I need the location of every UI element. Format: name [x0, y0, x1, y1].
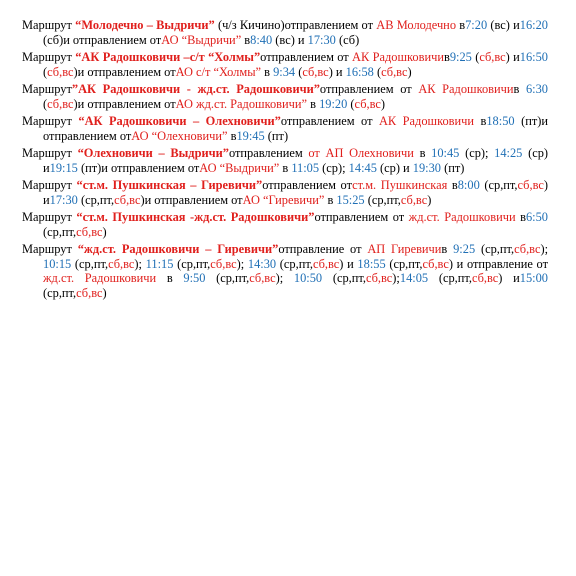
departure-time: 16:50 — [519, 50, 549, 64]
schedule-text: (ср,пт, — [43, 224, 77, 239]
stop-name: сб,вс — [302, 64, 329, 79]
route-title: “Молодечно – Выдричи” — [75, 18, 215, 32]
stop-name: сб,вс — [354, 96, 381, 111]
schedule-text: отправлением от — [319, 82, 419, 96]
schedule-text: Маршрут — [22, 146, 78, 160]
schedule-text: (ср,пт, — [276, 256, 313, 271]
departure-time: 9:25 — [449, 50, 472, 64]
schedule-text: ); — [275, 271, 294, 285]
schedule-text: (сб)и отправлением от — [43, 32, 162, 47]
schedule-text: (пт) — [264, 128, 289, 143]
schedule-text: ); — [236, 256, 248, 271]
schedule-text: в — [241, 32, 251, 47]
schedule-text: Маршрут — [22, 178, 77, 192]
schedule-text: Маршрут — [22, 242, 78, 256]
departure-time: 16:20 — [519, 18, 549, 32]
schedule-text: в — [227, 128, 237, 143]
stop-name: АК Радошковичи — [418, 82, 514, 96]
departure-time: 19:45 — [236, 128, 265, 143]
stop-name: сб,вс — [400, 192, 428, 207]
route-title: “АК Радошковичи – Олехновичи” — [78, 114, 281, 128]
schedule-text: ) и отправление от — [448, 256, 549, 271]
departure-time: 14:05 — [399, 271, 429, 285]
departure-time: 19:20 — [319, 96, 348, 111]
schedule-text: в — [156, 271, 184, 285]
departure-time: 10:15 — [43, 256, 72, 271]
departure-time: 9:34 — [273, 64, 296, 79]
departure-time: 10:45 — [431, 146, 460, 160]
schedule-text: в — [515, 210, 526, 224]
schedule-text: в — [261, 64, 274, 79]
schedule-text: (ср) и — [376, 160, 413, 175]
stop-name: сб,вс — [422, 256, 449, 271]
route-title: “жд.ст. Радошковичи – Гиревичи” — [77, 242, 279, 256]
stop-name: АО “Выдричи” — [161, 32, 242, 47]
schedule-text: ); — [392, 271, 400, 285]
schedule-text: ( — [43, 96, 48, 111]
schedule-text: в — [456, 18, 466, 32]
stop-name: сб,вс — [312, 256, 340, 271]
route-entry — [22, 18, 548, 47]
schedule-text: в — [443, 50, 450, 64]
schedule-text: в — [441, 242, 454, 256]
departure-time: 11:05 — [291, 160, 320, 175]
schedule-text: в — [279, 160, 292, 175]
schedule-text: Маршрут — [22, 50, 76, 64]
departure-time: 9:25 — [453, 242, 476, 256]
route-schedule-document — [22, 18, 548, 303]
stop-name: жд.ст. Радошковичи — [408, 210, 516, 224]
route-entry — [22, 114, 548, 143]
departure-time: 8:00 — [457, 178, 480, 192]
stop-name: сб,вс — [210, 256, 237, 271]
departure-time: 19:15 — [49, 160, 78, 175]
departure-time: 19:30 — [412, 160, 442, 175]
route-entry — [22, 146, 548, 175]
schedule-text: )и отправлением от — [140, 192, 243, 207]
schedule-text: ) — [407, 64, 412, 79]
departure-time: 6:30 — [525, 82, 548, 96]
stop-name: АО “Гиревичи” — [242, 192, 325, 207]
schedule-text: Маршрут — [22, 210, 77, 224]
route-title: “ст.м. Пушкинская -жд.ст. Радошковичи” — [76, 210, 315, 224]
stop-name: АО “Выдричи” — [199, 160, 280, 175]
stop-name: сб,вс — [76, 224, 103, 239]
stop-name: АВ Молодечно — [376, 18, 457, 32]
departure-time: 9:50 — [183, 271, 206, 285]
schedule-text: Маршрут — [22, 82, 72, 96]
stop-name: АП Гиревичи — [367, 242, 442, 256]
departure-time: 10:50 — [293, 271, 323, 285]
stop-name: ст.м. Пушкинская — [352, 178, 448, 192]
stop-name: жд.ст. Радошковичи — [43, 271, 157, 285]
schedule-text: (ср,пт, — [205, 271, 250, 285]
route-entry — [22, 178, 548, 207]
schedule-text: (вс) и — [272, 32, 308, 47]
stop-name: сб,вс — [365, 271, 393, 285]
route-entry — [22, 50, 548, 79]
schedule-text: ) и — [328, 64, 346, 79]
schedule-text: (ср,пт, — [77, 192, 115, 207]
route-title: “ст.м. Пушкинская – Гиревичи” — [76, 178, 263, 192]
schedule-text: (вс) и — [487, 18, 520, 32]
schedule-text: (ср,пт, — [364, 192, 401, 207]
schedule-text: в — [307, 96, 320, 111]
departure-time: 7:20 — [465, 18, 488, 32]
schedule-text: ( — [471, 50, 480, 64]
schedule-text: ( — [373, 64, 382, 79]
stop-name: АО “Олехновичи” — [131, 128, 228, 143]
schedule-text: ) и — [498, 271, 520, 285]
schedule-text: (ч/з Кичино)отправлением от — [214, 18, 377, 32]
departure-time: 17:30 — [49, 192, 78, 207]
schedule-text: (ср); — [459, 146, 495, 160]
schedule-text: отправление от — [278, 242, 368, 256]
schedule-text: (ср,пт, — [428, 271, 472, 285]
route-title: ”АК Радошковичи - жд.ст. Радошковичи” — [71, 82, 320, 96]
stop-name: сб,вс — [47, 64, 74, 79]
route-entry — [22, 242, 548, 300]
schedule-text: отправлением от — [262, 178, 353, 192]
schedule-text: Маршрут — [22, 114, 79, 128]
schedule-text: (ср,пт, — [173, 256, 211, 271]
departure-time: 18:55 — [357, 256, 386, 271]
schedule-text: (пт)и отправлением от — [77, 160, 200, 175]
schedule-text: в — [447, 178, 458, 192]
schedule-text: ) — [102, 285, 107, 300]
schedule-text: (ср,пт, — [71, 256, 109, 271]
departure-time: 14:30 — [247, 256, 277, 271]
schedule-text: (сб) — [335, 32, 360, 47]
schedule-text: отправлением от — [314, 210, 409, 224]
schedule-text: (ср,пт, — [479, 178, 518, 192]
schedule-text: (ср); — [319, 160, 349, 175]
departure-time: 14:45 — [348, 160, 377, 175]
schedule-text: в — [413, 146, 432, 160]
route-entry — [22, 210, 548, 239]
stop-name: сб,вс — [108, 256, 135, 271]
route-title: “АК Радошковичи –с/т “Холмы” — [75, 50, 261, 64]
schedule-text: (ср,пт, — [43, 285, 77, 300]
schedule-text: (ср,пт, — [385, 256, 423, 271]
route-entry — [22, 82, 548, 111]
schedule-text: )и отправлением от — [73, 64, 176, 79]
schedule-text: в — [324, 192, 337, 207]
schedule-text: ); — [540, 242, 549, 256]
departure-time: 11:15 — [145, 256, 174, 271]
departure-time: 18:50 — [486, 114, 515, 128]
departure-time: 15:00 — [519, 271, 548, 285]
schedule-text: ) — [102, 224, 107, 239]
departure-time: 8:40 — [250, 32, 273, 47]
schedule-text: отправлением от — [260, 50, 353, 64]
stop-name: от АП Олехновичи — [308, 146, 414, 160]
schedule-text: Маршрут — [22, 18, 76, 32]
schedule-text: ( — [347, 96, 355, 111]
schedule-text: ) и — [505, 50, 520, 64]
departure-time: 15:25 — [336, 192, 365, 207]
stop-name: сб,вс — [381, 64, 408, 79]
schedule-text: ) — [380, 96, 386, 111]
schedule-text: (пт)и отправлением от — [43, 114, 548, 143]
schedule-text: в — [513, 82, 526, 96]
route-title: “Олехновичи – Выдричи” — [77, 146, 229, 160]
departure-time: 14:25 — [494, 146, 523, 160]
departure-time: 16:58 — [345, 64, 374, 79]
stop-name: сб,вс — [471, 271, 499, 285]
schedule-text: (ср,пт, — [475, 242, 515, 256]
stop-name: сб,вс — [514, 242, 541, 256]
schedule-text: ) — [427, 192, 432, 207]
stop-name: АО с/т “Холмы” — [175, 64, 262, 79]
stop-name: сб,вс — [114, 192, 141, 207]
schedule-text: )и отправлением от — [73, 96, 176, 111]
stop-name: АО жд.ст. Радошковичи” — [175, 96, 308, 111]
schedule-text: (пт) — [441, 160, 465, 175]
schedule-text: отправлением от — [280, 114, 379, 128]
stop-name: сб,вс — [479, 50, 506, 64]
schedule-text: в — [474, 114, 487, 128]
stop-name: сб,вс — [47, 96, 74, 111]
schedule-text: ) и — [339, 256, 358, 271]
schedule-text: отправлением — [228, 146, 309, 160]
stop-name: сб,вс — [517, 178, 544, 192]
departure-time: 6:50 — [525, 210, 548, 224]
schedule-text: ( — [43, 64, 48, 79]
departure-time: 17:30 — [307, 32, 336, 47]
stop-name: сб,вс — [76, 285, 103, 300]
schedule-text: (ср) и — [43, 146, 549, 175]
schedule-text: ( — [295, 64, 303, 79]
stop-name: сб,вс — [249, 271, 276, 285]
schedule-text: ) и — [43, 178, 548, 207]
stop-name: АК Радошковичи — [378, 114, 475, 128]
schedule-text: ); — [134, 256, 146, 271]
stop-name: АК Радошковичи — [352, 50, 444, 64]
schedule-text: (ср,пт, — [322, 271, 366, 285]
